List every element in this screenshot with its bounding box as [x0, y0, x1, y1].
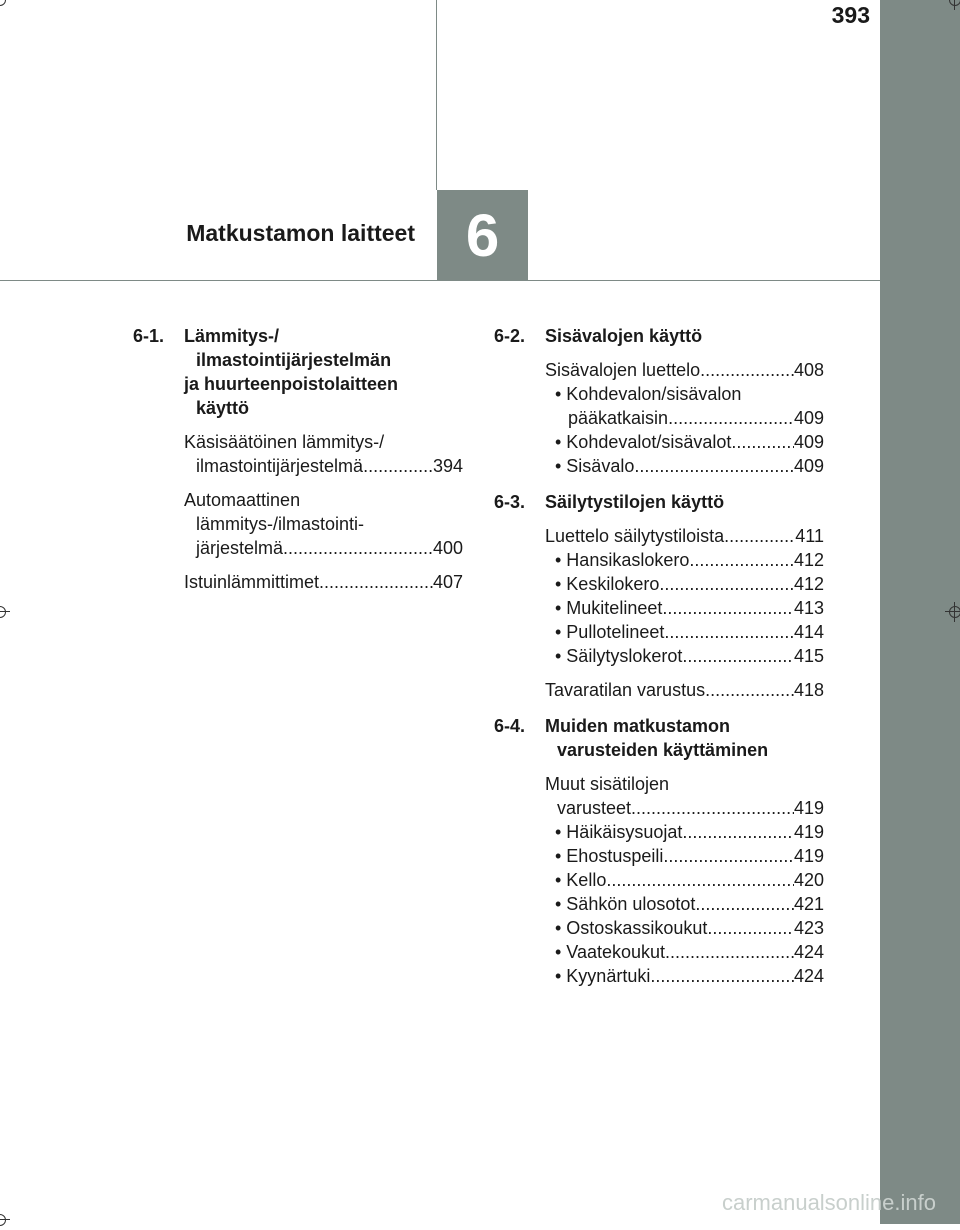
- entry-text: • Mukitelineet: [555, 598, 663, 618]
- section-title-line: ja huurteenpoistolaitteen: [184, 374, 399, 394]
- entry-leader-row: [555, 430, 824, 454]
- dot-leader: [650, 964, 794, 988]
- page-ref: 424: [793, 966, 824, 986]
- toc-subitem[interactable]: [555, 430, 824, 454]
- dot-leader: [705, 678, 794, 702]
- entry-leader-row: [555, 620, 824, 644]
- entry-text: • Pullotelineet: [555, 622, 665, 642]
- entry-leader-row: [555, 454, 824, 478]
- section-title: [545, 714, 768, 762]
- page-ref: 409: [793, 408, 824, 428]
- page-ref: 407: [432, 572, 463, 592]
- page-ref: 418: [793, 680, 824, 700]
- dot-leader: [664, 620, 794, 644]
- entry-leader-row: [555, 940, 824, 964]
- entry-leader-row: [555, 644, 824, 668]
- toc-section: [133, 324, 463, 594]
- toc-subitem[interactable]: [555, 964, 824, 988]
- crop-mark-icon: [945, 0, 960, 10]
- section-title: [184, 324, 398, 420]
- dot-leader: [668, 406, 794, 430]
- entry-text: • Kello: [555, 870, 607, 890]
- section-number: 6-1.: [133, 326, 165, 346]
- page-ref: 421: [793, 894, 824, 914]
- page-ref: 419: [793, 798, 824, 818]
- entry-leader-row: [545, 796, 824, 820]
- entry-leader-row: [555, 844, 824, 868]
- page-ref: 411: [795, 526, 824, 546]
- page-ref: 423: [793, 918, 824, 938]
- toc-entry[interactable]: [545, 678, 824, 702]
- entry-text: • Vaatekoukut: [555, 942, 666, 962]
- entry-text: • Ostoskassikoukut: [555, 918, 708, 938]
- entry-leader-row: [555, 572, 824, 596]
- toc-subitem[interactable]: [555, 940, 824, 964]
- page-ref: 409: [793, 456, 824, 476]
- entry-text: Käsisäätöinen lämmitys-/: [184, 432, 385, 452]
- chapter-number: 6: [437, 190, 528, 280]
- page-ref: 419: [793, 846, 824, 866]
- dot-leader: [689, 548, 794, 572]
- toc-subitem[interactable]: [555, 820, 824, 844]
- entry-leader-row: [555, 596, 824, 620]
- section-title-line: Säilytystilojen käyttö: [545, 492, 725, 512]
- crop-mark-icon: [945, 602, 960, 622]
- entry-leader-row: [555, 548, 824, 572]
- dot-leader: [695, 892, 794, 916]
- dot-leader: [682, 820, 794, 844]
- page-ref: 415: [793, 646, 824, 666]
- toc-subitem[interactable]: [555, 382, 824, 430]
- dot-leader: [662, 596, 794, 620]
- toc-entry[interactable]: [545, 358, 824, 382]
- crop-mark-icon: [0, 0, 10, 10]
- toc-section: [494, 324, 824, 478]
- toc-subitem[interactable]: [555, 644, 824, 668]
- toc-entry[interactable]: [184, 570, 463, 594]
- entry-text: • Kohdevalon/sisävalon: [555, 384, 742, 404]
- entry-text: varusteet: [557, 798, 632, 818]
- vertical-rule: [436, 0, 437, 190]
- entry-text: • Keskilokero: [555, 574, 660, 594]
- entry-leader-row: [545, 678, 824, 702]
- entry-leader-row: [555, 964, 824, 988]
- page-ref: 408: [793, 360, 824, 380]
- entry-text: ilmastointijärjestelmä: [196, 456, 364, 476]
- dot-leader: [665, 940, 794, 964]
- entry-text: • Säilytyslokerot: [555, 646, 683, 666]
- section-title-line: Lämmitys-/: [184, 326, 280, 346]
- section-heading: [494, 324, 824, 348]
- crop-mark-icon: [0, 602, 10, 622]
- entry-text: Tavaratilan varustus: [545, 680, 706, 700]
- toc-entry[interactable]: [545, 524, 824, 548]
- page-ref: 412: [793, 550, 824, 570]
- section-title-line: käyttö: [196, 398, 250, 418]
- dot-leader: [363, 454, 433, 478]
- page-number: 393: [831, 2, 870, 28]
- dot-leader: [700, 358, 794, 382]
- entry-text: • Häikäisysuojat: [555, 822, 683, 842]
- dot-leader: [631, 796, 794, 820]
- toc-subitem[interactable]: [555, 620, 824, 644]
- toc-subitems: [545, 820, 824, 988]
- toc-subitem[interactable]: [555, 844, 824, 868]
- section-title: [545, 490, 724, 514]
- toc-subitem[interactable]: [555, 868, 824, 892]
- section-number: 6-4.: [494, 716, 526, 736]
- entry-text: pääkatkaisin: [568, 408, 669, 428]
- section-heading: [494, 490, 824, 514]
- toc-entry[interactable]: [184, 430, 463, 478]
- toc-subitem[interactable]: [555, 548, 824, 572]
- chapter-title: Matkustamon laitteet: [186, 220, 415, 246]
- dot-leader: [283, 536, 433, 560]
- entry-leader-row: [555, 820, 824, 844]
- dot-leader: [319, 570, 433, 594]
- dot-leader: [659, 572, 794, 596]
- entry-text: • Kyynärtuki: [555, 966, 651, 986]
- dot-leader: [724, 524, 795, 548]
- entry-leader-row: [555, 406, 824, 430]
- toc-subitem[interactable]: [555, 454, 824, 478]
- toc-subitems: [545, 548, 824, 668]
- toc-subitems: [545, 382, 824, 478]
- entry-text: • Kohdevalot/sisävalot: [555, 432, 732, 452]
- entry-text: Muut sisätilojen: [545, 774, 670, 794]
- dot-leader: [634, 454, 794, 478]
- entry-text: järjestelmä: [196, 538, 284, 558]
- dot-leader: [707, 916, 794, 940]
- toc-entry[interactable]: [545, 772, 824, 820]
- entry-text: Luettelo säilytystiloista: [545, 526, 725, 546]
- section-title: [545, 324, 702, 348]
- entry-text: • Ehostuspeili: [555, 846, 664, 866]
- horizontal-rule: [0, 280, 880, 281]
- entry-text: • Sähkön ulosotot: [555, 894, 696, 914]
- section-title-line: varusteiden käyttäminen: [557, 740, 769, 760]
- section-number: 6-3.: [494, 492, 526, 512]
- entry-text: lämmitys-/ilmastointi-: [196, 514, 365, 534]
- entry-text: Automaattinen: [184, 490, 301, 510]
- section-title-line: Muiden matkustamon: [545, 716, 731, 736]
- entry-leader-row: [545, 358, 824, 382]
- dot-leader: [606, 868, 794, 892]
- toc-entry[interactable]: [184, 488, 463, 560]
- page-ref: 424: [793, 942, 824, 962]
- entry-leader-row: [184, 454, 463, 478]
- toc-subitem[interactable]: [555, 572, 824, 596]
- section-heading: [494, 714, 824, 762]
- entry-leader-row: [545, 524, 824, 548]
- section-title-line: Sisävalojen käyttö: [545, 326, 703, 346]
- page-ref: 414: [793, 622, 824, 642]
- toc-subitem[interactable]: [555, 916, 824, 940]
- page-ref: 409: [793, 432, 824, 452]
- dot-leader: [682, 644, 794, 668]
- entry-text: • Hansikaslokero: [555, 550, 690, 570]
- page-ref: 394: [432, 456, 463, 476]
- entry-text: • Sisävalo: [555, 456, 635, 476]
- toc-right-column: [494, 324, 824, 1000]
- watermark: carmanualsonline.info: [721, 1190, 936, 1215]
- page-ref: 413: [793, 598, 824, 618]
- toc-section: [494, 490, 824, 702]
- entry-text: Istuinlämmittimet: [184, 572, 320, 592]
- entry-leader-row: [555, 916, 824, 940]
- dot-leader: [731, 430, 794, 454]
- page-ref: 419: [793, 822, 824, 842]
- dot-leader: [663, 844, 794, 868]
- entry-leader-row: [555, 868, 824, 892]
- toc-subitem[interactable]: [555, 892, 824, 916]
- page-ref: 400: [432, 538, 463, 558]
- entry-leader-row: [555, 892, 824, 916]
- section-title-line: ilmastointijärjestelmän: [196, 350, 392, 370]
- toc-section: [494, 714, 824, 988]
- crop-mark-icon: [0, 1210, 10, 1230]
- toc-left-column: [133, 324, 463, 606]
- entry-leader-row: [184, 570, 463, 594]
- entry-leader-row: [184, 536, 463, 560]
- entry-text: Sisävalojen luettelo: [545, 360, 701, 380]
- section-heading: [133, 324, 463, 420]
- page-ref: 420: [793, 870, 824, 890]
- page-ref: 412: [793, 574, 824, 594]
- toc-subitem[interactable]: [555, 596, 824, 620]
- section-number: 6-2.: [494, 326, 526, 346]
